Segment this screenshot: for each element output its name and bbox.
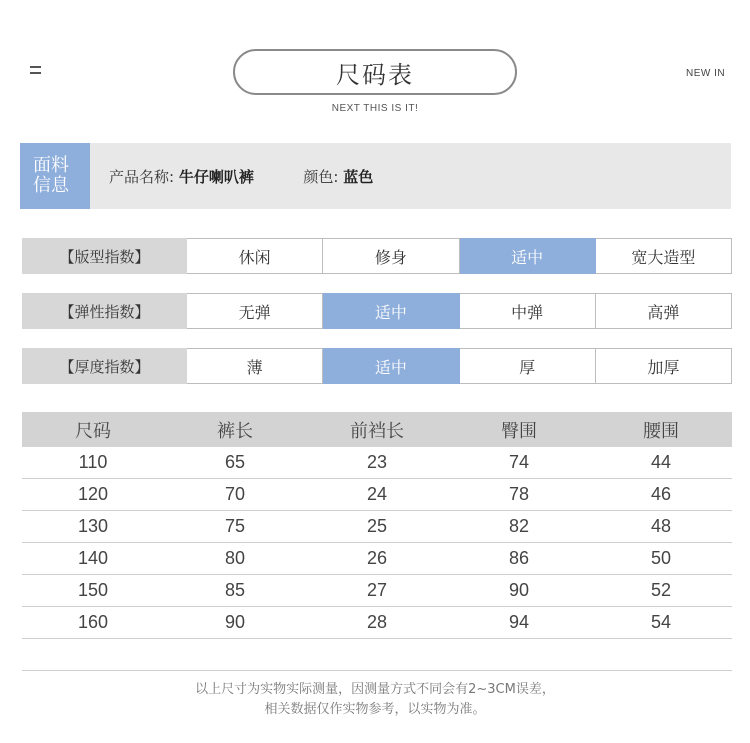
table-cell: 130 (77, 516, 109, 536)
color-value: 蓝色 (343, 168, 374, 186)
fabric-info-band (20, 143, 731, 209)
elasticity-option-selected: 适中 (323, 293, 459, 329)
page-title-text: 尺码表 (336, 60, 414, 89)
table-row (22, 607, 732, 639)
table-cell: 46 (650, 484, 672, 504)
thickness-index-row (22, 348, 732, 384)
fabric-tag-line2: 信息 (33, 175, 69, 196)
note-line1: 以上尺寸为实物实际测量，因测量方式不同会有2~3CM误差， (195, 682, 555, 697)
fabric-tag-line1: 面料 (33, 155, 69, 176)
header-cell: 前裆长 (350, 420, 404, 442)
table-cell: 150 (77, 580, 109, 600)
elasticity-index-label: 【弹性指数】 (22, 293, 187, 329)
header-cell: 裤长 (217, 420, 253, 442)
new-in-label: NEW IN (686, 68, 726, 79)
table-cell: 27 (366, 580, 388, 600)
table-row (22, 575, 732, 607)
elasticity-option: 中弹 (460, 293, 596, 329)
size-table-header (22, 412, 732, 447)
fit-option: 修身 (323, 238, 459, 274)
table-cell: 48 (650, 516, 672, 536)
elasticity-index-row (22, 293, 732, 329)
table-cell: 90 (224, 612, 246, 632)
elasticity-option: 无弹 (187, 293, 323, 329)
table-cell: 90 (508, 580, 530, 600)
table-cell: 78 (508, 484, 530, 504)
table-row (22, 511, 732, 543)
table-cell: 25 (366, 516, 388, 536)
table-cell: 24 (366, 484, 388, 504)
table-row (22, 479, 732, 511)
fit-option: 休闲 (187, 238, 323, 274)
subtitle: NEXT THIS IS IT! (331, 103, 419, 114)
note-line2: 相关数据仅作实物参考，以实物为准。 (264, 702, 486, 717)
fabric-tag (20, 143, 90, 209)
fit-index-row (22, 238, 732, 274)
table-cell: 94 (508, 612, 530, 632)
thickness-index-label: 【厚度指数】 (22, 348, 187, 384)
fabric-details (109, 166, 373, 187)
color-label: 颜色: (303, 168, 339, 186)
table-cell: 65 (224, 452, 246, 472)
page-title (233, 49, 517, 95)
table-cell: 70 (224, 484, 246, 504)
thickness-option-selected: 适中 (323, 348, 459, 384)
table-cell: 82 (508, 516, 530, 536)
table-cell: 54 (650, 612, 672, 632)
fit-option-selected: 适中 (460, 238, 596, 274)
divider (22, 670, 732, 671)
table-cell: 74 (508, 452, 530, 472)
table-cell: 160 (77, 612, 109, 632)
table-row (22, 543, 732, 575)
table-cell: 23 (366, 452, 388, 472)
table-cell: 80 (224, 548, 246, 568)
header-cell: 尺码 (75, 420, 111, 442)
product-name-value: 牛仔喇叭裤 (178, 168, 254, 186)
table-cell: 85 (224, 580, 246, 600)
table-cell: 86 (508, 548, 530, 568)
elasticity-option: 高弹 (596, 293, 732, 329)
fit-option: 宽大造型 (596, 238, 732, 274)
table-cell: 50 (650, 548, 672, 568)
thickness-option: 加厚 (596, 348, 732, 384)
table-cell: 110 (78, 452, 108, 472)
table-cell: 52 (650, 580, 672, 600)
header-cell: 臀围 (501, 420, 537, 442)
table-cell: 75 (224, 516, 246, 536)
thickness-option: 薄 (187, 348, 323, 384)
size-table (22, 412, 732, 639)
table-row (22, 447, 732, 479)
header-cell: 腰围 (643, 420, 679, 442)
fit-index-label: 【版型指数】 (22, 238, 187, 274)
table-cell: 120 (77, 484, 109, 504)
table-cell: 26 (366, 548, 388, 568)
thickness-option: 厚 (460, 348, 596, 384)
table-cell: 44 (650, 452, 672, 472)
table-cell: 28 (366, 612, 388, 632)
menu-icon[interactable] (30, 64, 42, 76)
product-name-label: 产品名称: (109, 168, 175, 186)
table-cell: 140 (77, 548, 109, 568)
